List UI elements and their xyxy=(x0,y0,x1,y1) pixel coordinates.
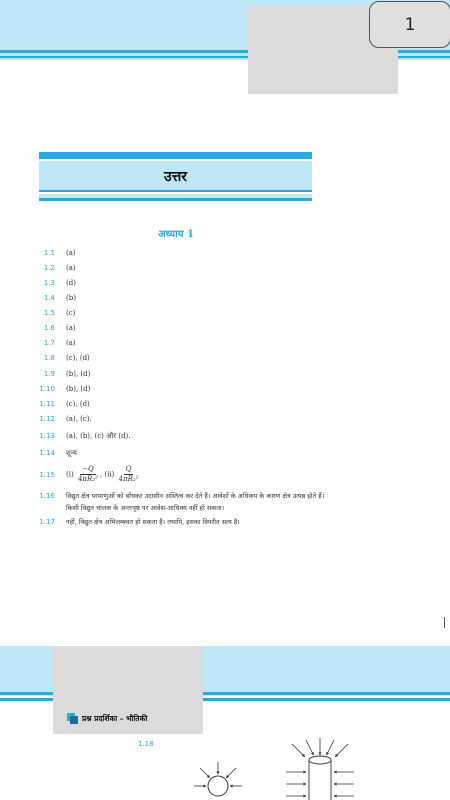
answer-number: 1.13 xyxy=(39,432,55,440)
answer-text: (c), (d) xyxy=(66,400,90,408)
sphere-field-diagram xyxy=(190,758,246,800)
answer-formula xyxy=(66,465,140,484)
answer-text: (a) xyxy=(66,264,76,272)
answer-number: 1.10 xyxy=(39,385,55,393)
book-icon xyxy=(67,713,79,725)
fraction-numerator: −Q xyxy=(82,465,94,473)
cylinder-field-diagram xyxy=(280,736,360,800)
fraction-numerator: Q xyxy=(125,465,132,473)
answer-number: 1.16 xyxy=(39,492,55,500)
answer-text: (c), (d) xyxy=(66,354,90,362)
answer-number: 1.12 xyxy=(39,415,55,423)
page-number-badge: 1 xyxy=(369,1,450,48)
fraction-denominator: 4πR₂² xyxy=(118,475,139,483)
fraction xyxy=(78,465,98,484)
page-title: उत्तर xyxy=(163,169,188,185)
answer-number: 1.8 xyxy=(43,354,55,362)
answer-text: (b), (d) xyxy=(66,370,91,378)
answer-text: (a) xyxy=(66,324,76,332)
banner-rule xyxy=(39,198,312,201)
crop-mark xyxy=(444,617,445,628)
answer-paragraph: नहीं, विद्युत क्षेत्र अभिलम्बवत हो सकता है। तथापि, इसका विपरीत सत्य है। xyxy=(66,518,240,526)
answer-text: (d) xyxy=(66,279,76,287)
answer-number: 1.5 xyxy=(43,309,55,317)
answer-text: (b), (d) xyxy=(66,385,91,393)
answer-number: 1.1 xyxy=(43,249,55,257)
part-label: (i) xyxy=(66,470,74,479)
answer-number: 1.2 xyxy=(43,264,55,272)
separator: , xyxy=(99,470,103,479)
answer-number: 1.7 xyxy=(43,339,55,347)
part-label: (ii) xyxy=(104,470,115,479)
answer-number: 1.14 xyxy=(39,449,55,457)
answer-number: 1.11 xyxy=(39,400,55,408)
next-question-number: 1.18 xyxy=(138,740,154,748)
answer-number: 1.17 xyxy=(39,518,55,526)
answer-number: 1.9 xyxy=(43,370,55,378)
banner-rule xyxy=(39,190,312,192)
answer-text: (a), (b), (c) और (d). xyxy=(66,432,131,440)
answer-text: (a) xyxy=(66,249,76,257)
footer-book-title: प्रश्न प्रदर्शिका – भौतिकी xyxy=(82,714,148,723)
answer-number: 1.15 xyxy=(39,471,55,479)
answer-paragraph: विद्युत क्षेत्र परमाणुओं को बाँधकर उदासीन अस्तित्व कर देते हैं। आवेशों के अधिकय के कारण क्षेत्र उत्पन्न होते हैं। किसी विद्युत चालक के अन्तःपृष्ठ पर आवेश-आधिक्य नहीं हो सकता। xyxy=(66,492,325,512)
answer-text: (a), (c). xyxy=(66,415,92,423)
fraction-denominator: 4πR₂² xyxy=(77,475,98,483)
answer-number: 1.6 xyxy=(43,324,55,332)
answer-text: (c) xyxy=(66,309,76,317)
answer-text: शून्य xyxy=(66,449,77,457)
answer-number: 1.3 xyxy=(43,279,55,287)
chapter-heading: अध्याय 1 xyxy=(157,229,195,240)
fraction xyxy=(119,465,139,484)
banner-rule xyxy=(39,152,312,159)
answer-text: (b) xyxy=(66,294,76,302)
answer-number: 1.4 xyxy=(43,294,55,302)
answer-text: (a) xyxy=(66,339,76,347)
